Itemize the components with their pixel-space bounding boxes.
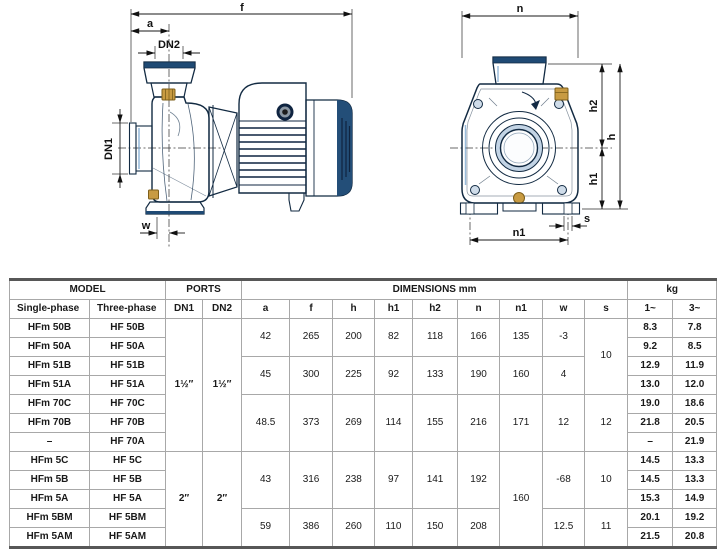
cell-w: -3 bbox=[543, 319, 585, 357]
cell-dn1: 1½″ bbox=[166, 319, 203, 452]
header-sub-row bbox=[10, 300, 717, 319]
col-header-w: w bbox=[543, 300, 585, 319]
cell-three: HF 50B bbox=[90, 319, 166, 338]
cell-three: HF 70B bbox=[90, 414, 166, 433]
cell-s: 12 bbox=[585, 395, 628, 452]
col-header-h: h bbox=[333, 300, 375, 319]
cell-kg1: 14.5 bbox=[628, 471, 673, 490]
cell-h: 200 bbox=[333, 319, 375, 357]
col-header-dn1: DN1 bbox=[166, 300, 203, 319]
cell-a: 43 bbox=[242, 452, 290, 509]
cell-kg1: 9.2 bbox=[628, 338, 673, 357]
dim-label-a: a bbox=[146, 18, 154, 30]
col-header-a: a bbox=[242, 300, 290, 319]
cell-w: 4 bbox=[543, 357, 585, 395]
cell-n: 216 bbox=[458, 395, 500, 452]
rotation-arrow bbox=[522, 92, 536, 104]
dim-label-dn1: DN1 bbox=[103, 137, 115, 161]
cell-h1: 92 bbox=[375, 357, 413, 395]
cell-h: 269 bbox=[333, 395, 375, 452]
cell-three: HF 5C bbox=[90, 452, 166, 471]
cell-single: HFm 70B bbox=[10, 414, 90, 433]
cell-kg3: 13.3 bbox=[673, 452, 717, 471]
cell-a: 59 bbox=[242, 509, 290, 548]
cell-kg3: 18.6 bbox=[673, 395, 717, 414]
cell-three: HF 5BM bbox=[90, 509, 166, 528]
cell-h: 238 bbox=[333, 452, 375, 509]
cell-single: – bbox=[10, 433, 90, 452]
pump-side-view bbox=[103, 2, 352, 247]
cell-h2: 118 bbox=[413, 319, 458, 357]
cell-dn1: 2″ bbox=[166, 452, 203, 548]
cell-three: HF 5B bbox=[90, 471, 166, 490]
cell-single: HFm 70C bbox=[10, 395, 90, 414]
cell-h1: 82 bbox=[375, 319, 413, 357]
cell-single: HFm 50A bbox=[10, 338, 90, 357]
specifications-table bbox=[9, 278, 717, 549]
cell-h2: 150 bbox=[413, 509, 458, 548]
cell-n1: 160 bbox=[500, 452, 543, 548]
dim-label-s: s bbox=[583, 213, 591, 225]
cell-f: 373 bbox=[290, 395, 333, 452]
dim-label-n: n bbox=[516, 3, 524, 15]
cell-n1: 160 bbox=[500, 357, 543, 395]
cell-kg3: 8.5 bbox=[673, 338, 717, 357]
brass-drain-plug-front bbox=[514, 193, 525, 204]
cell-n: 166 bbox=[458, 319, 500, 357]
cell-f: 300 bbox=[290, 357, 333, 395]
header-group-row bbox=[10, 280, 717, 300]
cell-a: 48.5 bbox=[242, 395, 290, 452]
table-row bbox=[10, 509, 717, 528]
cell-n: 190 bbox=[458, 357, 500, 395]
cell-n: 192 bbox=[458, 452, 500, 509]
cell-single: HFm 5AM bbox=[10, 528, 90, 548]
col-header-h1: h1 bbox=[375, 300, 413, 319]
table-row bbox=[10, 452, 717, 471]
dim-label-n1: n1 bbox=[512, 227, 526, 239]
cell-kg1: 21.5 bbox=[628, 528, 673, 548]
cell-h2: 141 bbox=[413, 452, 458, 509]
brass-drain-plug bbox=[149, 190, 159, 199]
col-group-model: MODEL bbox=[10, 280, 166, 300]
col-header-s: s bbox=[585, 300, 628, 319]
col-header-single-phase: Single-phase bbox=[10, 300, 90, 319]
cell-h2: 155 bbox=[413, 395, 458, 452]
cell-three: HF 51A bbox=[90, 376, 166, 395]
col-header-n1: n1 bbox=[500, 300, 543, 319]
cell-a: 42 bbox=[242, 319, 290, 357]
dim-label-dn2: DN2 bbox=[157, 39, 181, 51]
cell-s: 10 bbox=[585, 452, 628, 509]
cell-single: HFm 50B bbox=[10, 319, 90, 338]
cell-kg1: 15.3 bbox=[628, 490, 673, 509]
cell-h: 260 bbox=[333, 509, 375, 548]
cell-three: HF 51B bbox=[90, 357, 166, 376]
cell-single: HFm 51B bbox=[10, 357, 90, 376]
cell-f: 265 bbox=[290, 319, 333, 357]
cell-kg3: 11.9 bbox=[673, 357, 717, 376]
cell-kg1: – bbox=[628, 433, 673, 452]
cell-n1: 135 bbox=[500, 319, 543, 357]
cell-h1: 110 bbox=[375, 509, 413, 548]
cell-three: HF 70A bbox=[90, 433, 166, 452]
cell-kg3: 21.9 bbox=[673, 433, 717, 452]
cell-single: HFm 5C bbox=[10, 452, 90, 471]
pump-drawings bbox=[0, 0, 720, 270]
table-row bbox=[10, 395, 717, 414]
cell-kg3: 13.3 bbox=[673, 471, 717, 490]
cell-dn2: 2″ bbox=[203, 452, 242, 548]
col-header-kg1: 1~ bbox=[628, 300, 673, 319]
cell-kg3: 7.8 bbox=[673, 319, 717, 338]
brass-plug bbox=[555, 88, 568, 100]
cell-three: HF 5A bbox=[90, 490, 166, 509]
dim-label-h1: h1 bbox=[588, 172, 600, 186]
pump-front-view bbox=[450, 3, 628, 246]
cell-single: HFm 5B bbox=[10, 471, 90, 490]
col-header-h2: h2 bbox=[413, 300, 458, 319]
col-header-kg3: 3~ bbox=[673, 300, 717, 319]
col-header-f: f bbox=[290, 300, 333, 319]
cell-a: 45 bbox=[242, 357, 290, 395]
cell-kg3: 20.8 bbox=[673, 528, 717, 548]
cell-three: HF 5AM bbox=[90, 528, 166, 548]
cell-f: 386 bbox=[290, 509, 333, 548]
technical-drawings bbox=[0, 0, 720, 270]
dim-label-w: w bbox=[141, 220, 151, 232]
cell-w: 12 bbox=[543, 395, 585, 452]
cell-single: HFm 5A bbox=[10, 490, 90, 509]
cell-kg1: 21.8 bbox=[628, 414, 673, 433]
cell-kg1: 14.5 bbox=[628, 452, 673, 471]
cell-n: 208 bbox=[458, 509, 500, 548]
col-group-ports: PORTS bbox=[166, 280, 242, 300]
cell-kg1: 8.3 bbox=[628, 319, 673, 338]
cell-h2: 133 bbox=[413, 357, 458, 395]
dim-label-h2: h2 bbox=[588, 99, 600, 113]
cell-single: HFm 5BM bbox=[10, 509, 90, 528]
cell-n1: 171 bbox=[500, 395, 543, 452]
cell-single: HFm 51A bbox=[10, 376, 90, 395]
cell-s: 11 bbox=[585, 509, 628, 548]
cell-kg1: 19.0 bbox=[628, 395, 673, 414]
table-row bbox=[10, 319, 717, 338]
cell-s: 10 bbox=[585, 319, 628, 395]
cell-h: 225 bbox=[333, 357, 375, 395]
cell-kg1: 20.1 bbox=[628, 509, 673, 528]
col-header-dn2: DN2 bbox=[203, 300, 242, 319]
cell-f: 316 bbox=[290, 452, 333, 509]
brass-vent-plug bbox=[162, 89, 175, 100]
cell-kg3: 20.5 bbox=[673, 414, 717, 433]
col-group-dimensions: DIMENSIONS mm bbox=[242, 280, 628, 300]
col-header-n: n bbox=[458, 300, 500, 319]
dim-label-h: h bbox=[606, 133, 618, 141]
cell-kg3: 19.2 bbox=[673, 509, 717, 528]
cell-h1: 97 bbox=[375, 452, 413, 509]
cell-w: 12.5 bbox=[543, 509, 585, 548]
cell-three: HF 70C bbox=[90, 395, 166, 414]
cell-kg1: 13.0 bbox=[628, 376, 673, 395]
cell-kg3: 12.0 bbox=[673, 376, 717, 395]
cell-three: HF 50A bbox=[90, 338, 166, 357]
cell-dn2: 1½″ bbox=[203, 319, 242, 452]
cell-w: -68 bbox=[543, 452, 585, 509]
col-header-three-phase: Three-phase bbox=[90, 300, 166, 319]
cell-h1: 114 bbox=[375, 395, 413, 452]
cell-kg3: 14.9 bbox=[673, 490, 717, 509]
cell-kg1: 12.9 bbox=[628, 357, 673, 376]
dim-label-f: f bbox=[240, 2, 244, 14]
col-group-kg: kg bbox=[628, 280, 717, 300]
